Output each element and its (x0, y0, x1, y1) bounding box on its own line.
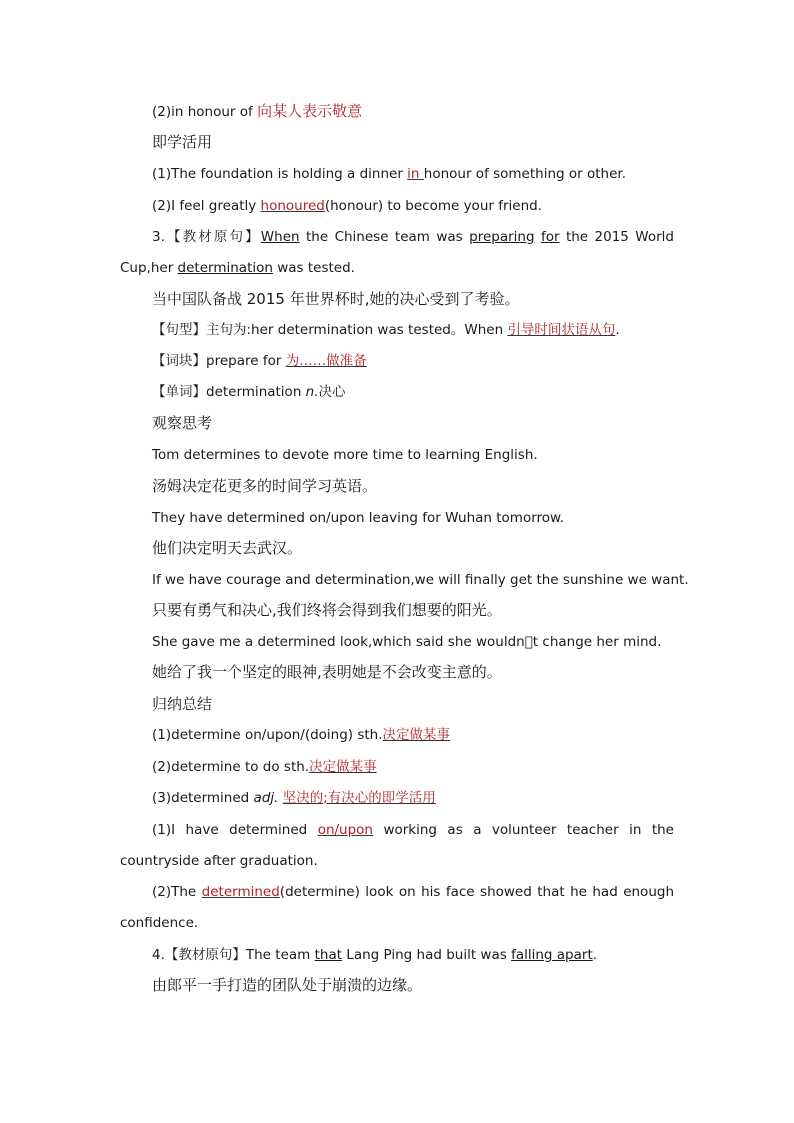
chunk: 【词块】prepare for 为……做准备 (152, 353, 367, 369)
textbook-sentence: 4.【教材原句】The team that Lang Ping had built was falling apart. (152, 947, 598, 963)
answer: 为……做准备 (285, 353, 367, 369)
translation: 当中国队备战 2015 年世界杯时,她的决心受到了考验。 (152, 290, 520, 308)
answer: 引导时间状语从句 (507, 322, 616, 338)
section-heading: 观察思考 (152, 414, 213, 432)
translation: 她给了我一个坚定的眼神,表明她是不会改变主意的。 (152, 663, 502, 681)
exercise-line-cont: countryside after graduation. (120, 853, 318, 869)
example-sentence: If we have courage and determination,we will finally get the sunshine we want. (152, 572, 689, 588)
answer: 向某人表示敬意 (257, 102, 363, 120)
answer: determined (201, 884, 280, 900)
section-heading: 即学活用 (152, 133, 213, 151)
example-sentence: They have determined on/upon leaving for Wuhan tomorrow. (152, 510, 565, 526)
textbook-sentence-cont: Cup,her determination was tested. (120, 260, 355, 276)
summary-item: (2)determine to do sth.决定做某事 (152, 759, 377, 775)
translation: 只要有勇气和决心,我们终将会得到我们想要的阳光。 (152, 601, 502, 619)
translation: 汤姆决定花更多的时间学习英语。 (152, 477, 378, 495)
example-sentence: She gave me a determined look,which said she wouldn t change her mind. (152, 634, 662, 650)
example-sentence: Tom determines to devote more time to learning English. (152, 447, 538, 463)
exercise-line-cont: confidence. (120, 915, 199, 931)
translation: 由郎平一手打造的团队处于崩溃的边缘。 (152, 976, 423, 994)
answer: in (407, 166, 424, 182)
exercise-line: (1)I have determined on/upon working as a volunteer teacher in the (152, 822, 674, 838)
answer: 坚决的;有决心的即学活用 (282, 790, 436, 806)
vocabulary: 【单词】determination n.决心 (152, 384, 346, 400)
summary-item: (1)determine on/upon/(doing) sth.决定做某事 (152, 727, 451, 743)
answer: honoured (260, 198, 325, 214)
translation: 他们决定明天去武汉。 (152, 539, 303, 557)
exercise-line: (2)The determined(determine) look on his face showed that he had enough (152, 884, 674, 900)
exercise-line: (2)I feel greatly honoured(honour) to become your friend. (152, 198, 542, 214)
summary-item: (3)determined adj. 坚决的;有决心的即学活用 (152, 790, 436, 806)
section-heading: 归纳总结 (152, 695, 213, 713)
exercise-line: (1)The foundation is holding a dinner in honour of something or other. (152, 166, 626, 182)
answer: 决定做某事 (382, 727, 451, 743)
answer: 决定做某事 (309, 759, 377, 775)
answer: on/upon (317, 822, 373, 838)
line-in-honour-of: (2)in honour of 向某人表示敬意 (152, 102, 363, 120)
textbook-sentence: 3.【教材原句】When the Chinese team was preparing for the 2015 World (152, 229, 674, 245)
sentence-pattern: 【句型】主句为:her determination was tested。When 引导时间状语从句. (152, 322, 620, 338)
